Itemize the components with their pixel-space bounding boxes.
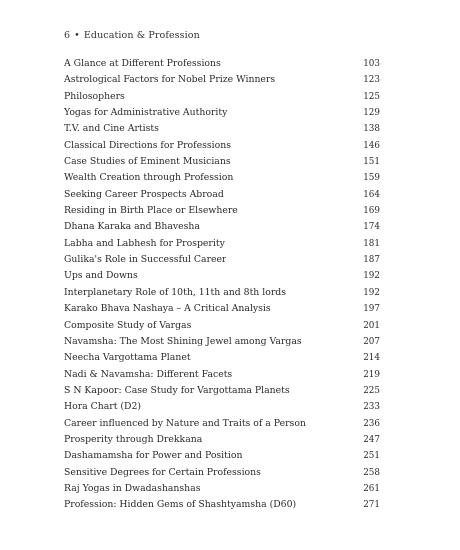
toc-entry-page: 138 <box>363 124 380 135</box>
toc-entry-page: 159 <box>363 173 380 184</box>
toc-entry-page: 247 <box>363 434 380 445</box>
toc-entry-page: 201 <box>363 320 380 331</box>
toc-entry-page: 192 <box>363 287 380 298</box>
toc-entry-page: 251 <box>363 451 380 462</box>
toc-entry-title: Neecha Vargottama Planet <box>64 352 191 364</box>
toc-entry-page: 125 <box>363 91 380 102</box>
book-title: Education & Profession <box>83 30 200 41</box>
toc-entry <box>64 154 380 170</box>
toc-entry-page: 207 <box>363 336 380 347</box>
toc-entry-title: Composite Study of Vargas <box>64 319 192 331</box>
running-head <box>64 30 200 41</box>
page-number: 6 <box>64 30 71 41</box>
toc-entry-page: 271 <box>363 500 380 511</box>
toc-entry <box>64 89 380 105</box>
toc-entry-page: 258 <box>363 467 380 478</box>
toc-entry-title: Hora Chart (D2) <box>64 401 142 413</box>
toc-entry <box>64 383 380 399</box>
toc-entry-page: 146 <box>363 140 380 151</box>
toc-entry-title: Wealth Creation through Profession <box>64 172 234 184</box>
toc-entry <box>64 268 380 284</box>
toc-entry <box>64 203 380 219</box>
toc-entry-page: 225 <box>363 385 380 396</box>
toc-entry <box>64 334 380 350</box>
toc-entry <box>64 318 380 334</box>
toc-entry <box>64 252 380 268</box>
toc-entry-title: Gulika's Role in Successful Career <box>64 254 227 266</box>
toc-entry <box>64 465 380 481</box>
toc-entry <box>64 236 380 252</box>
toc-entry <box>64 170 380 186</box>
toc-entry-page: 187 <box>363 255 380 266</box>
toc-entry <box>64 105 380 121</box>
toc-entry-title: Ups and Downs <box>64 270 138 282</box>
toc-entry-title: Astrological Factors for Nobel Prize Winners <box>64 74 276 86</box>
toc-entry-title: Raj Yogas in Dwadashanshas <box>64 482 201 494</box>
toc-entry-title: Seeking Career Prospects Abroad <box>64 188 224 200</box>
toc-entry-page: 214 <box>363 353 380 364</box>
toc-entry-title: Interplanetary Role of 10th, 11th and 8th lords <box>64 286 286 298</box>
toc-entry <box>64 219 380 235</box>
toc-entry-title: Residing in Birth Place or Elsewhere <box>64 205 238 217</box>
toc-entry-title: Dashamamsha for Power and Position <box>64 450 243 462</box>
toc-entry-page: 174 <box>363 222 380 233</box>
toc-entry-page: 181 <box>363 238 380 249</box>
toc-entry-title: Case Studies of Eminent Musicians <box>64 156 231 168</box>
table-of-contents <box>64 56 380 514</box>
toc-entry-page: 103 <box>363 59 380 69</box>
toc-entry-title: T.V. and Cine Artists <box>64 123 159 135</box>
toc-entry-title: Profession: Hidden Gems of Shashtyamsha (D60) <box>64 499 297 511</box>
toc-entry-page: 169 <box>363 206 380 217</box>
toc-entry-page: 129 <box>363 108 380 119</box>
toc-entry-page: 197 <box>363 304 380 315</box>
toc-entry <box>64 367 380 383</box>
toc-entry-title: A Glance at Different Professions <box>64 58 221 69</box>
toc-entry-title: Career influenced by Nature and Traits of a Person <box>64 417 306 429</box>
toc-entry-page: 261 <box>363 483 380 494</box>
toc-entry <box>64 187 380 203</box>
toc-entry <box>64 350 380 366</box>
toc-entry-title: Sensitive Degrees for Certain Professions <box>64 466 261 478</box>
toc-entry <box>64 432 380 448</box>
toc-entry <box>64 481 380 497</box>
toc-entry <box>64 301 380 317</box>
toc-entry-title: Dhana Karaka and Bhavesha <box>64 221 200 233</box>
header-separator: • <box>74 30 80 41</box>
toc-entry <box>64 56 380 72</box>
toc-entry-title: Yogas for Administrative Authority <box>64 107 228 119</box>
toc-entry-page: 233 <box>363 402 380 413</box>
toc-entry <box>64 72 380 88</box>
toc-entry <box>64 448 380 464</box>
toc-entry-title: Philosophers <box>64 90 125 102</box>
toc-entry <box>64 138 380 154</box>
toc-entry <box>64 285 380 301</box>
toc-entry-title: Prosperity through Drekkana <box>64 433 203 445</box>
toc-entry <box>64 121 380 137</box>
toc-entry-page: 192 <box>363 271 380 282</box>
toc-entry-title: Classical Directions for Professions <box>64 139 231 151</box>
toc-entry <box>64 497 380 513</box>
toc-entry-page: 123 <box>363 75 380 86</box>
toc-entry <box>64 399 380 415</box>
toc-entry <box>64 416 380 432</box>
toc-entry-page: 236 <box>363 418 380 429</box>
toc-entry-page: 164 <box>363 189 380 200</box>
toc-entry-title: Labha and Labhesh for Prosperity <box>64 237 225 249</box>
toc-entry-page: 151 <box>363 157 380 168</box>
toc-entry-title: Navamsha: The Most Shining Jewel among Vargas <box>64 335 302 347</box>
toc-entry-title: Nadi & Navamsha: Different Facets <box>64 368 233 380</box>
toc-entry-title: Karako Bhava Nashaya – A Critical Analysis <box>64 303 271 315</box>
toc-entry-page: 219 <box>363 369 380 380</box>
toc-entry-title: S N Kapoor: Case Study for Vargottama Planets <box>64 384 290 396</box>
